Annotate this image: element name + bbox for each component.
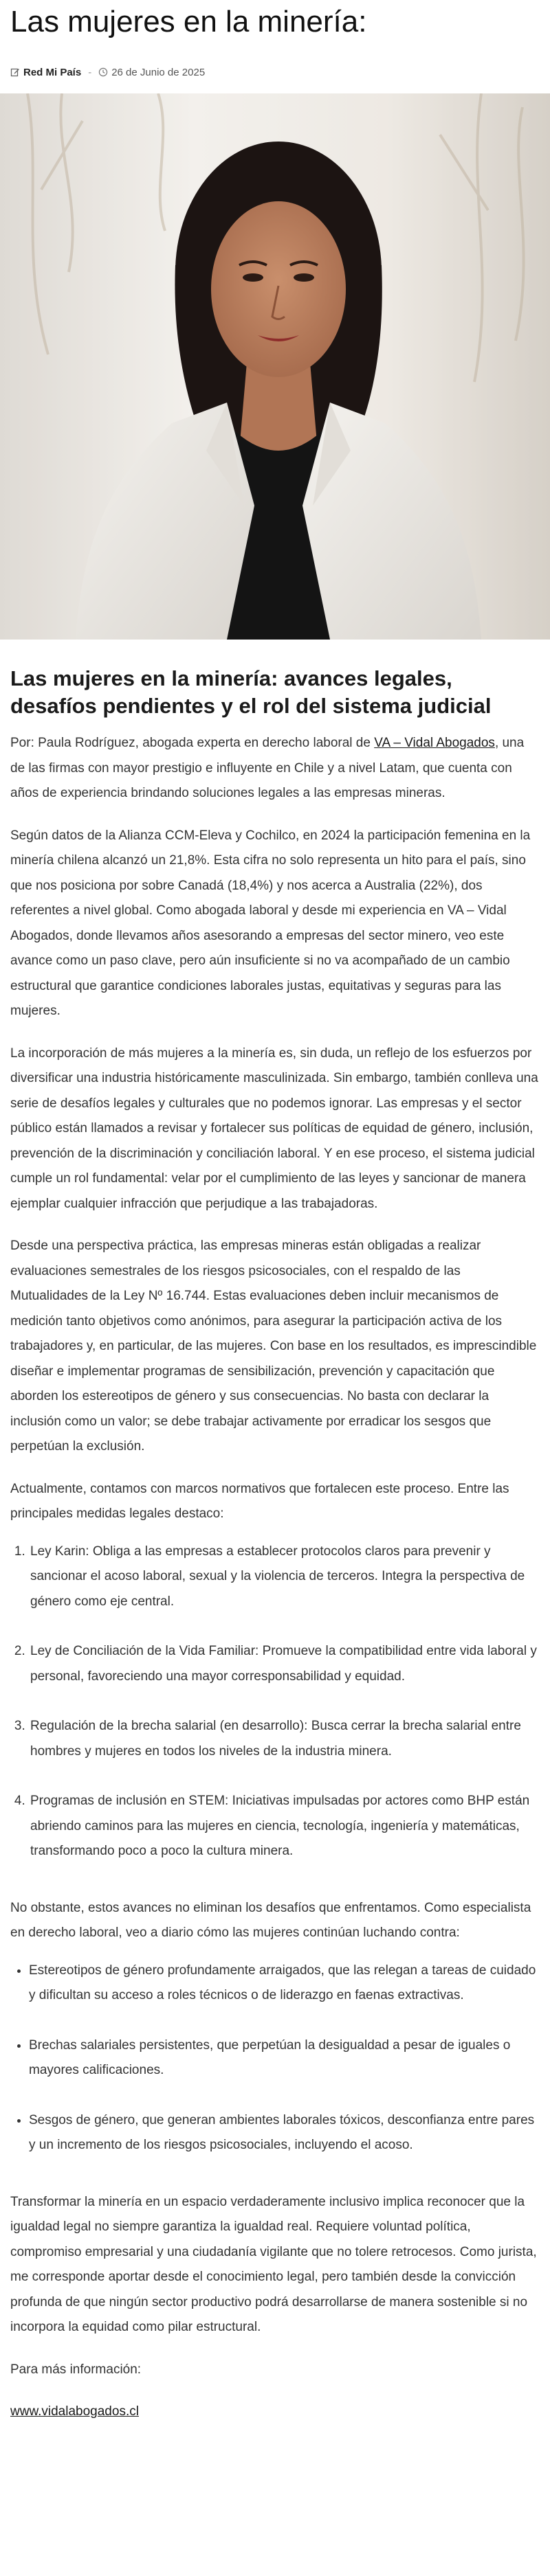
list-item: 3. Regulación de la brecha salarial (en desarrollo): Busca cerrar la brecha salarial entre hombres y mujeres en todos los niveles de la industria minera.: [29, 1714, 540, 1764]
post-meta: [10, 65, 205, 80]
edit-author-icon: [10, 67, 20, 77]
paragraph-challenges-intro: No obstante, estos avances no eliminan los desafíos que enfrentamos. Como especialista en derecho laboral, veo a diario cómo las mujeres continúan luchando contra:: [10, 1900, 531, 1940]
author-name[interactable]: Red Mi País: [23, 66, 82, 78]
hero-image: [0, 93, 550, 640]
list-item: 2. Ley de Conciliación de la Vida Familiar: Promueve la compatibilidad entre vida laboral y personal, favoreciendo una mayor corresponsabilidad y equidad.: [29, 1639, 540, 1689]
byline-paragraph: [10, 731, 540, 806]
list-item: • Brechas salariales persistentes, que perpetúan la desigualdad a pesar de iguales o mayores calificaciones.: [29, 2033, 540, 2083]
meta-separator: -: [88, 66, 92, 78]
more-info-label: Para más información:: [10, 2362, 142, 2377]
firm-link[interactable]: VA – Vidal Abogados: [374, 736, 495, 750]
paragraph-participation: Según datos de la Alianza CCM-Eleva y Cochilco, en 2024 la participación femenina en la minería chilena alcanzó un 21,8%. Esta cifra no solo representa un hito para el país, sino que nos posiciona por sobre Canadá (18,4%) y nos acerca a Australia (22%), dos referentes a nivel global. Como abogada laboral y desde mi experiencia en VA – Vidal Abogados, donde llevamos años asesorando a empresas del sector minero, veo este avance como un paso clave, pero aún insuficiente si no va acompañado de un cambio estructural que garantice condiciones laborales justas, equitativas y seguras para las mujeres.: [10, 828, 531, 1018]
website-link[interactable]: www.vidalabogados.cl: [10, 2404, 139, 2419]
paragraph-incorporation: La incorporación de más mujeres a la minería es, sin duda, un reflejo de los esfuerzos por diversificar una industria históricamente masculinizada. Sin embargo, también conlleva una serie de desafíos legales y culturales que no podemos ignorar. Las empresas y el sector público están llamados a revisar y fortalecer sus políticas de equidad de género, inclusión, prevención de la discriminación y conciliación laboral. Y en ese proceso, el sistema judicial cumple un rol fundamental: velar por el cumplimiento de las leyes y sancionar de manera ejemplar cualquier infracción que perjudique a las trabajadoras.: [10, 1046, 538, 1211]
challenges-list: [10, 1958, 540, 2158]
list-item: 4. Programas de inclusión en STEM: Iniciativas impulsadas por actores como BHP están abriendo caminos para las mujeres en ciencia, tecnología, ingeniería y matemáticas, transformando poco a poco la cultura minera.: [29, 1789, 540, 1864]
article-title: Las mujeres en la minería:: [10, 5, 367, 38]
byline-text-after: , una de las firmas con mayor prestigio e influyente en Chile y a nivel Latam, que cuenta con años de experiencia brindando soluciones legales a las empresas mineras.: [10, 736, 525, 800]
clock-icon: [98, 67, 108, 77]
legal-measures-list: [10, 1539, 540, 1864]
paragraph-practical: Desde una perspectiva práctica, las empresas mineras están obligadas a realizar evaluaciones semestrales de los riesgos psicosociales, con el respaldo de las Mutualidades de la Ley Nº 16.744. Estas evaluaciones deben incluir mecanismos de medición tanto objetivos como anónimos, para asegurar la participación activa de los trabajadores y, en particular, de las mujeres. Con base en los resultados, es imprescindible diseñar e implementar programas de sensibilización, prevención y capacitación que aborden los estereotipos de género y sus consecuencias. No basta con declarar la inclusión como un valor; se debe trabajar activamente por erradicar los sesgos que perpetúan la exclusión.: [10, 1239, 537, 1454]
website-paragraph: [10, 2399, 540, 2425]
list-item: • Estereotipos de género profundamente arraigados, que las relegan a tareas de cuidado y dificultan su acceso a roles técnicos o de liderazgo en faenas extractivas.: [29, 1958, 540, 2009]
list-item: • Sesgos de género, que generan ambientes laborales tóxicos, desconfianza entre pares y un incremento de los riesgos psicosociales, incluyendo el acoso.: [29, 2108, 540, 2158]
paragraph-closing: Transformar la minería en un espacio verdaderamente inclusivo implica reconocer que la igualdad legal no siempre garantiza la igualdad real. Requiere voluntad política, compromiso empresarial y una ciudadanía vigilante que no tolere retrocesos. Como jurista, me corresponde aportar desde el conocimiento legal, pero también desde la convicción profunda de que ningún sector productivo podrá desarrollarse de manera sostenible si no incorpora la equidad como pilar estructural.: [10, 2194, 537, 2334]
article-body: [10, 665, 540, 2442]
byline-text-before: Por: Paula Rodríguez, abogada experta en derecho laboral de: [10, 736, 375, 750]
list-item: 1. Ley Karin: Obliga a las empresas a establecer protocolos claros para prevenir y sancionar el acoso laboral, sexual y la violencia de terceros. Integra la perspectiva de género como eje central.: [29, 1539, 540, 1615]
paragraph-frameworks: Actualmente, contamos con marcos normativos que fortalecen este proceso. Entre las principales medidas legales destaco:: [10, 1481, 509, 1521]
article-subtitle: Las mujeres en la minería: avances legales, desafíos pendientes y el rol del sistema judicial: [10, 666, 492, 718]
publish-date: 26 de Junio de 2025: [111, 66, 206, 78]
